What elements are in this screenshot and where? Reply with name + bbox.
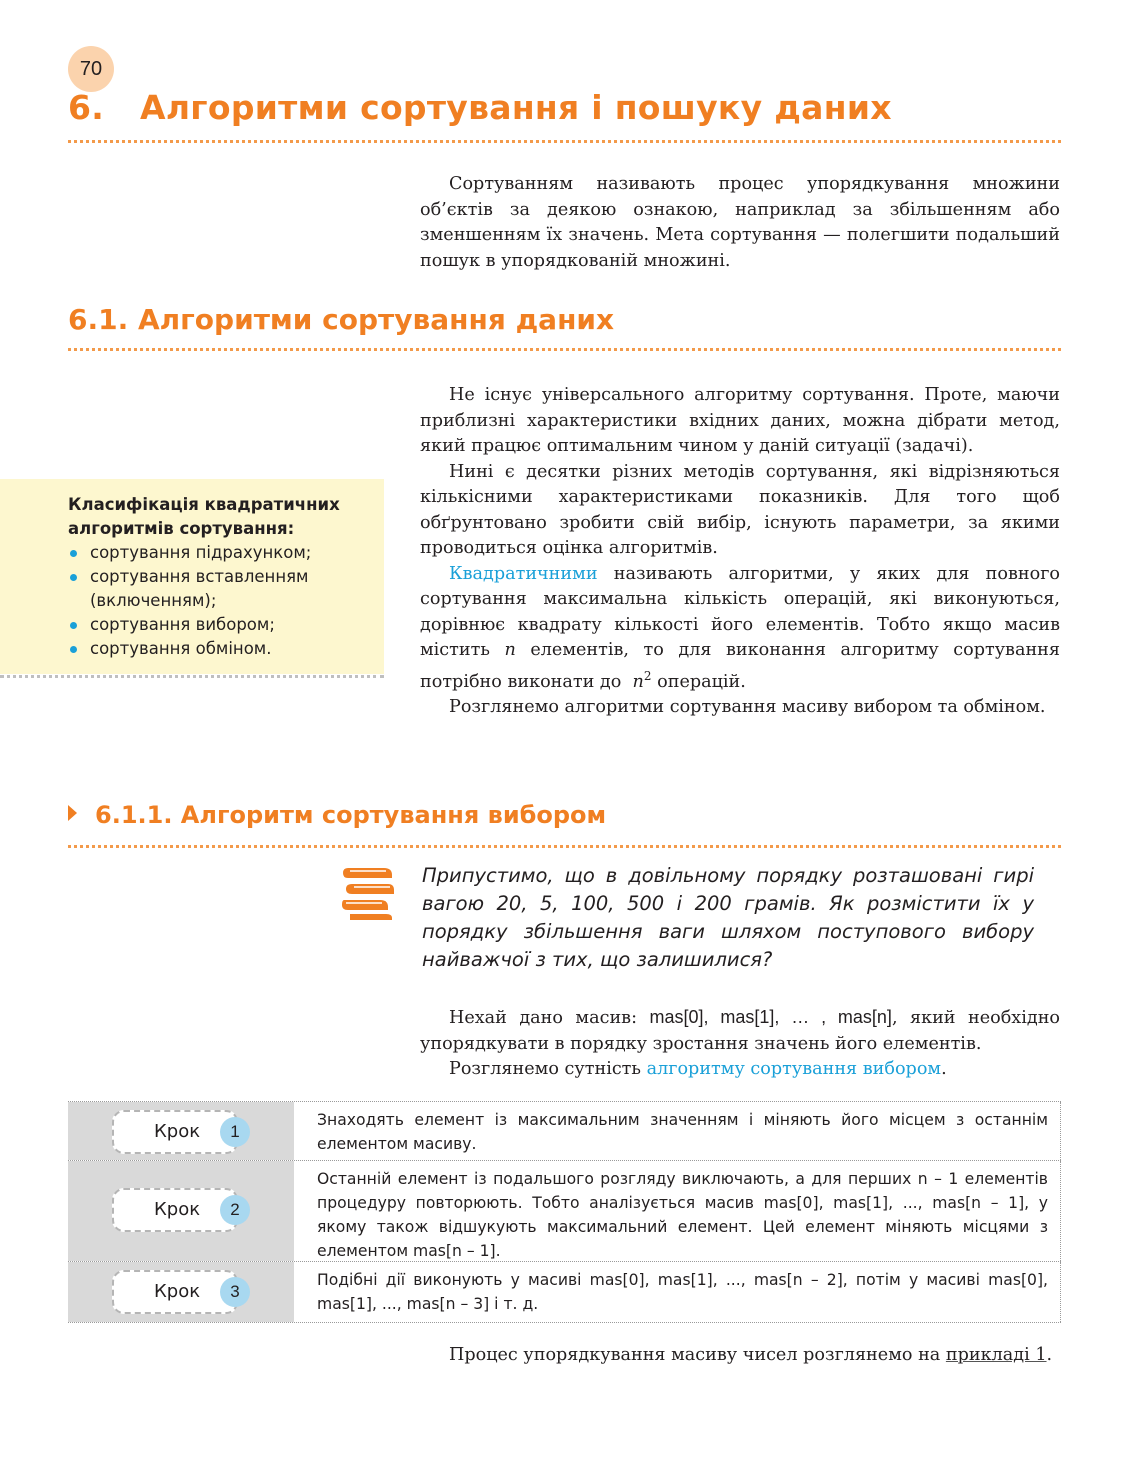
section-body: [420, 383, 1060, 720]
task-text: Припустимо, що в довільному порядку розташовані гирі вагою 20, 5, 100, 500 і 200 грамів. Як розмістити їх у порядку збільшення ваги шляхом поступового вибору найважчої з тих, що залишилися?: [422, 864, 1034, 971]
step-pill: Крок: [112, 1188, 238, 1232]
chapter-number: 6.: [68, 88, 105, 127]
step-text: Знаходять елемент із максимальним значенням і міняють його місцем з останнім елементом масиву.: [295, 1102, 1061, 1160]
chapter-title: [68, 88, 892, 127]
divider: [68, 348, 1061, 351]
p2-end: .: [941, 1059, 947, 1079]
step-row: [68, 1101, 1061, 1161]
divider: [68, 845, 1061, 848]
section-paragraph-last: Розглянемо алгоритми сортування масиву вибором та обміном.: [449, 696, 1046, 717]
classification-list: [68, 541, 368, 661]
final-text-start: Процес упорядкування масиву чисел розглянемо на: [449, 1345, 946, 1365]
step-number-badge: 3: [220, 1277, 250, 1307]
example-link[interactable]: прикладі 1: [945, 1345, 1047, 1365]
quadratic-text-3: операцій.: [651, 671, 746, 692]
essence-paragraph: [420, 1057, 1060, 1083]
p1-end: , який необхідно упорядкувати в порядку зростання значень його елементів.: [420, 1008, 1061, 1054]
p1-start: Нехай дано масив:: [449, 1008, 650, 1028]
chapter-title-text: Алгоритми сортування і пошуку даних: [140, 88, 892, 127]
section-title: 6.1. Алгоритми сортування даних: [68, 303, 615, 336]
step-label-cell: [68, 1161, 295, 1261]
final-text: [420, 1343, 1060, 1369]
steps-table: [68, 1101, 1061, 1323]
intro-paragraph: [420, 172, 1060, 274]
quadratic-text-2: елементів, то для виконання алгоритму сортування потрібно виконати до: [420, 640, 1061, 692]
step-row: [68, 1262, 1061, 1323]
subsection-title-text: 6.1.1. Алгоритм сортування вибором: [95, 801, 607, 829]
classification-title: Класифікація квадратичних алгоритмів сортування:: [68, 495, 340, 538]
books-icon: [340, 866, 396, 922]
var-n: n: [504, 640, 516, 660]
step-number-badge: 2: [220, 1195, 250, 1225]
triangle-marker-icon: [68, 805, 77, 821]
quadratic-definition: [420, 562, 1060, 695]
list-item: сортування вибором;: [68, 613, 368, 637]
exponent: 2: [643, 668, 652, 683]
array-code: mas[0], mas[1], … , mas[n]: [649, 1007, 892, 1027]
list-item: сортування вставленням (включенням);: [68, 565, 368, 613]
quadratic-term: Квадратичними: [449, 563, 598, 584]
var-n-squared: n: [632, 671, 644, 692]
classification-content: [68, 493, 368, 661]
box-divider: [0, 675, 384, 678]
section-paragraph-1: Не існує універсального алгоритму сортування. Проте, маючи приблизні характеристики вхідних даних, можна дібрати метод, який працює оптимальним чином у даній ситуації (задачі).: [420, 385, 1060, 456]
selection-sort-term: алгоритму сортування вибором: [646, 1059, 942, 1079]
step-label-cell: [68, 1262, 295, 1322]
subsection-body: [420, 1005, 1060, 1083]
list-item: сортування обміном.: [68, 637, 368, 661]
step-pill: Крок: [112, 1270, 238, 1314]
array-paragraph: [420, 1005, 1060, 1057]
step-row: [68, 1161, 1061, 1262]
step-number-badge: 1: [220, 1117, 250, 1147]
step-pill: Крок: [112, 1110, 238, 1154]
final-paragraph: [420, 1343, 1060, 1369]
quadratic-text: називають алгоритми, у яких для повного сортування максимальна кількість операцій, які виконуються, дорівнює квадрату кількості його елементів. Тобто якщо масив містить: [420, 563, 1060, 660]
final-text-end: .: [1046, 1345, 1053, 1365]
subsection-title: [68, 801, 606, 829]
section-paragraph-2: Нині є десятки різних методів сортування, які відрізняються кількісними характеристиками показників. Для того щоб обґрунтовано зробити свій вибір, існують параметри, за якими проводиться оцінка алгоритмів.: [420, 461, 1060, 558]
step-text: Подібні дії виконують у масиві mas[0], mas[1], ..., mas[n – 2], потім у масиві mas[0], mas[1], ..., mas[n – 3] і т. д.: [295, 1262, 1061, 1322]
step-label-cell: [68, 1102, 295, 1160]
divider: [68, 140, 1061, 143]
list-item: сортування підрахунком;: [68, 541, 368, 565]
step-text: Останній елемент із подальшого розгляду виключають, а для перших n – 1 елементів процедуру повторюють. Тобто аналізується масив mas[0], mas[1], ..., mas[n – 1], у якому також відшукують максимальний елемент. Цей елемент міняють місцями з елементом mas[n – 1].: [295, 1161, 1061, 1261]
page-number: 70: [68, 46, 114, 92]
p2-start: Розглянемо сутність: [449, 1059, 647, 1079]
intro-text: Сортуванням називають процес упорядкування множини об’єктів за деякою ознакою, наприклад за збільшенням або зменшенням їх значень. Мета сортування — полегшити подальший пошук в упорядкованій множині.: [420, 174, 1060, 271]
